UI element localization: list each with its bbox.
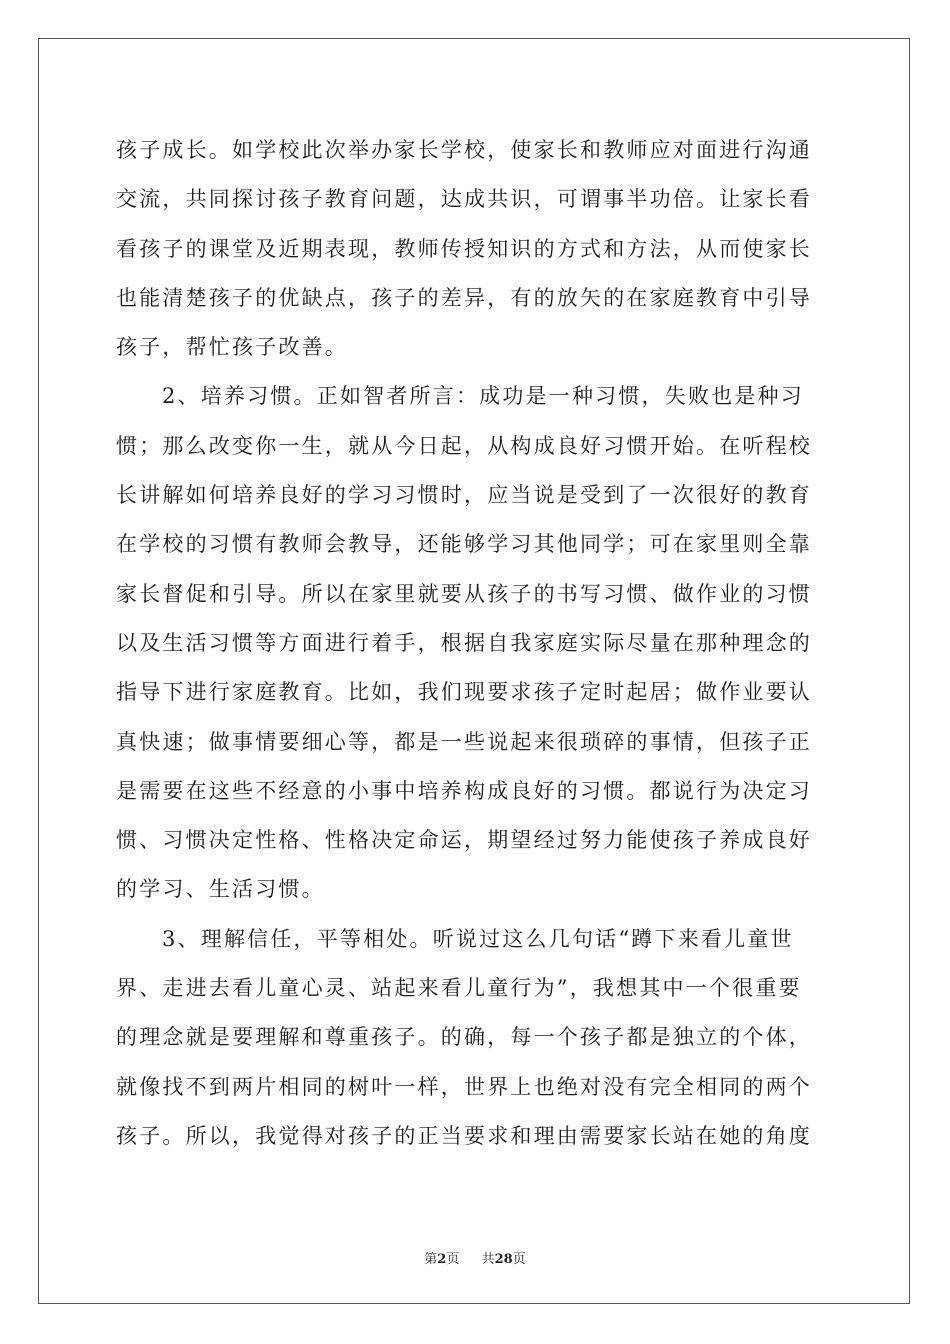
text-line: 也能清楚孩子的优缺点，孩子的差异，有的放矢的在家庭教育中引导 (116, 285, 812, 310)
total-pages: 28 (494, 1252, 513, 1267)
paragraph-start-line: 2、培养习惯。正如智者所言：成功是一种习惯，失败也是种习 (162, 384, 804, 409)
total-pages-label (482, 1252, 526, 1267)
text-line: 家长督促和引导。所以在家里就要从孩子的书写习惯、做作业的习惯 (116, 581, 812, 606)
text-line: 以及生活习惯等方面进行着手，根据自我家庭实际尽量在那种理念的 (116, 630, 812, 655)
text-line: 界、走进去看儿童心灵、站起来看儿童行为”，我想其中一个很重要 (116, 976, 802, 1001)
total-prefix: 共 (481, 1252, 495, 1267)
text-line: 指导下进行家庭教育。比如，我们现要求孩子定时起居；做作业要认 (116, 680, 812, 705)
paragraph-start-line: 3、理解信任，平等相处。听说过这么几句话“蹲下来看儿童世 (162, 926, 794, 951)
page-number-label (424, 1252, 463, 1267)
page-footer (0, 1248, 950, 1267)
page-number: 2 (437, 1252, 447, 1267)
text-line: 的理念就是要理解和尊重孩子。的确，每一个孩子都是独立的个体， (116, 1025, 812, 1050)
text-line: 孩子成长。如学校此次举办家长学校，使家长和教师应对面进行沟通 (116, 138, 812, 162)
text-line: 是需要在这些不经意的小事中培养构成良好的习惯。都说行为决定习 (116, 778, 812, 803)
text-line: 惯、习惯决定性格、性格决定命运，期望经过努力能使孩子养成良好 (116, 828, 812, 853)
page-prefix: 第 (424, 1252, 438, 1267)
text-line: 就像找不到两片相同的树叶一样，世界上也绝对没有完全相同的两个 (116, 1074, 812, 1099)
text-line: 真快速；做事情要细心等，都是一些说起来很琐碎的事情，但孩子正 (116, 729, 812, 754)
total-suffix: 页 (512, 1252, 526, 1267)
text-line: 交流，共同探讨孩子教育问题，达成共识，可谓事半功倍。让家长看 (116, 187, 812, 212)
text-line: 孩子。所以，我觉得对孩子的正当要求和理由需要家长站在她的角度 (116, 1123, 812, 1148)
text-line: 长讲解如何培养良好的学习习惯时，应当说是受到了一次很好的教育 (116, 483, 812, 508)
page-suffix: 页 (446, 1252, 460, 1267)
text-line: 孩子，帮忙孩子改善。 (116, 335, 348, 360)
text-line: 看孩子的课堂及近期表现，教师传授知识的方式和方法，从而使家长 (116, 236, 812, 261)
text-line: 在学校的习惯有教师会教导，还能够学习其他同学；可在家里则全靠 (116, 532, 812, 557)
text-line: 的学习、生活习惯。 (116, 877, 325, 902)
text-line: 惯；那么改变你一生，就从今日起，从构成良好习惯开始。在听程校 (116, 433, 812, 458)
document-body (116, 126, 836, 1161)
